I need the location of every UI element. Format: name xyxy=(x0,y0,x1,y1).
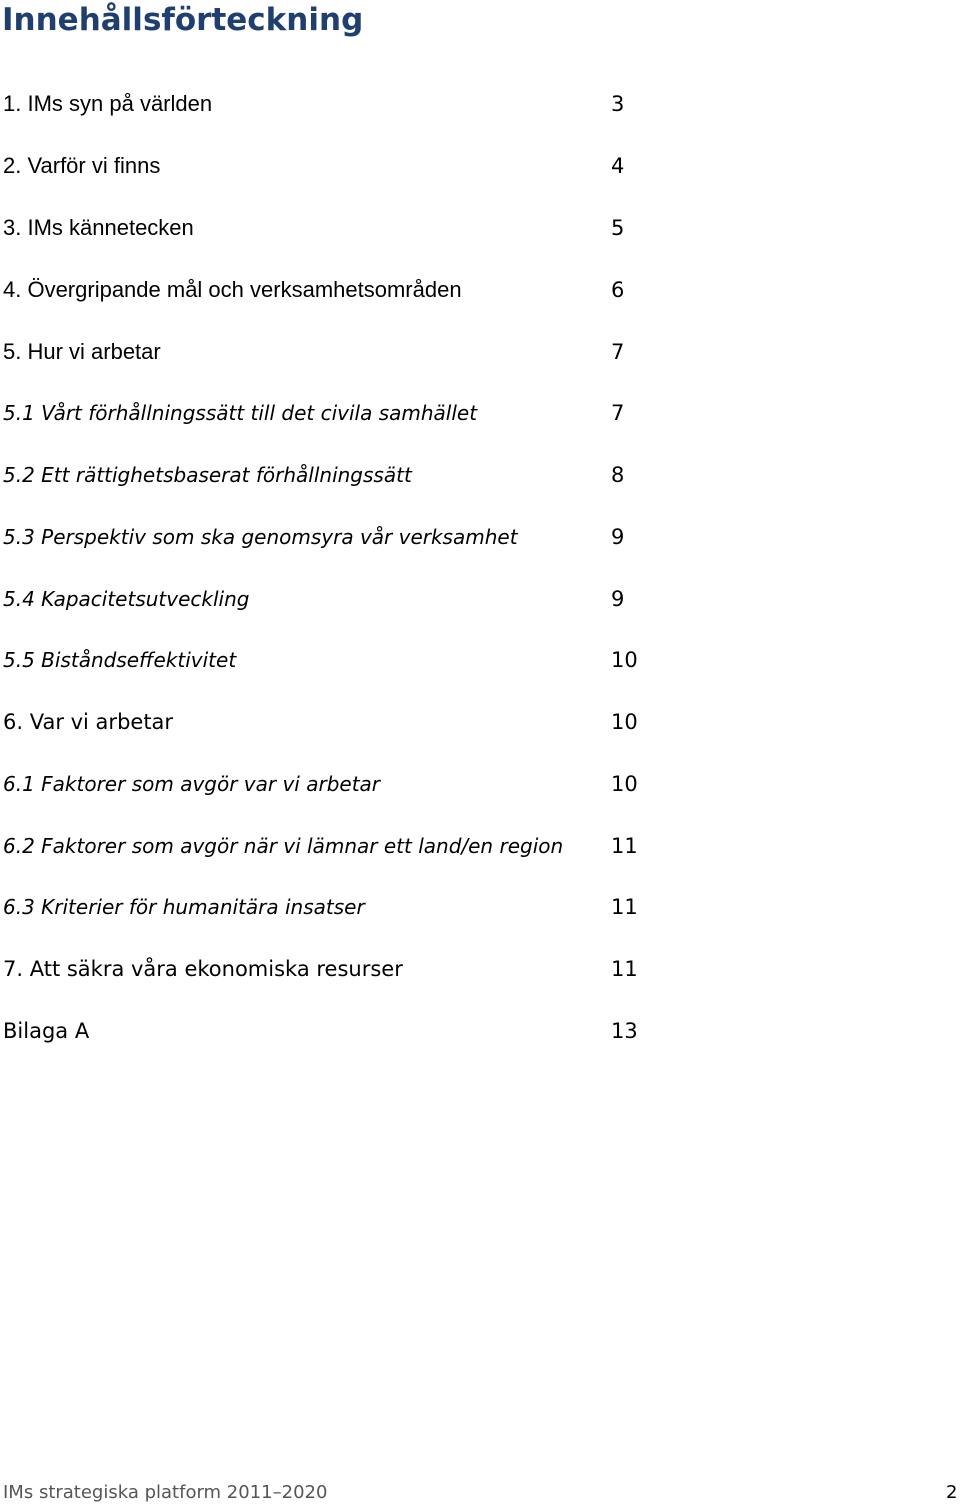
toc-entry-page: 9 xyxy=(611,525,625,549)
toc-entry-page: 3 xyxy=(611,92,625,116)
toc-entry-label: Bilaga A xyxy=(3,1019,90,1043)
toc-entry-page: 11 xyxy=(611,895,638,919)
toc-entry[interactable] xyxy=(0,643,700,677)
toc-entry[interactable] xyxy=(0,273,700,307)
toc-entry-label: 6.1 Faktorer som avgör var vi arbetar xyxy=(3,772,381,796)
toc-entry[interactable] xyxy=(0,952,700,986)
toc-entry-label: 7. Att säkra våra ekonomiska resurser xyxy=(3,957,403,981)
toc-entry-label: 5.4 Kapacitetsutveckling xyxy=(3,587,250,611)
toc-entry-page: 8 xyxy=(611,463,625,487)
toc-entry[interactable] xyxy=(0,767,700,801)
toc-entry-page: 5 xyxy=(611,216,625,240)
toc-entry-label: 5.5 Biståndseffektivitet xyxy=(3,648,237,672)
toc-entry-label: 1. IMs syn på världen xyxy=(3,91,213,116)
toc-entry-label: 3. IMs kännetecken xyxy=(3,215,194,240)
toc-entry-label: 2. Varför vi finns xyxy=(3,153,161,178)
toc-entry[interactable] xyxy=(0,582,700,616)
toc-entry[interactable] xyxy=(0,396,700,430)
toc-entry-label: 5. Hur vi arbetar xyxy=(3,339,161,364)
toc-entry[interactable] xyxy=(0,1014,700,1048)
toc-entry[interactable] xyxy=(0,458,700,492)
toc-entry[interactable] xyxy=(0,211,700,245)
toc-entry-page: 10 xyxy=(611,772,638,796)
toc-entry-page: 7 xyxy=(611,401,625,425)
toc-entry-page: 7 xyxy=(611,340,625,364)
toc-entry[interactable] xyxy=(0,87,700,121)
toc-entry[interactable] xyxy=(0,335,700,369)
toc-entry-label: 6.2 Faktorer som avgör när vi lämnar ett land/en region xyxy=(3,834,564,858)
toc-entry-page: 13 xyxy=(611,1019,638,1043)
toc-entry-page: 10 xyxy=(611,710,638,734)
toc-entry-label: 6.3 Kriterier för humanitära insatser xyxy=(3,895,365,919)
toc-entry-page: 4 xyxy=(611,154,625,178)
toc-entry-label: 4. Övergripande mål och verksamhetsområden xyxy=(3,277,462,302)
toc-entry-page: 9 xyxy=(611,587,625,611)
toc-entry-label: 6. Var vi arbetar xyxy=(3,710,174,734)
toc-entry-page: 11 xyxy=(611,957,638,981)
toc-entry[interactable] xyxy=(0,829,700,863)
toc-entry[interactable] xyxy=(0,890,700,924)
toc-entry-label: 5.2 Ett rättighetsbaserat förhållningssätt xyxy=(3,463,412,487)
toc-entry[interactable] xyxy=(0,520,700,554)
toc-entry-page: 11 xyxy=(611,834,638,858)
toc-entry[interactable] xyxy=(0,149,700,183)
toc-entry-label: 5.3 Perspektiv som ska genomsyra vår verksamhet xyxy=(3,525,518,549)
toc-entry[interactable] xyxy=(0,705,700,739)
toc-entry-label: 5.1 Vårt förhållningssätt till det civila samhället xyxy=(3,401,478,425)
footer-document-name: IMs strategiska platform 2011–2020 xyxy=(3,1482,328,1503)
footer-page-number: 2 xyxy=(946,1482,958,1503)
toc-entry-page: 10 xyxy=(611,648,638,672)
toc-entry-page: 6 xyxy=(611,278,625,302)
page-title: Innehållsförteckning xyxy=(2,2,364,38)
